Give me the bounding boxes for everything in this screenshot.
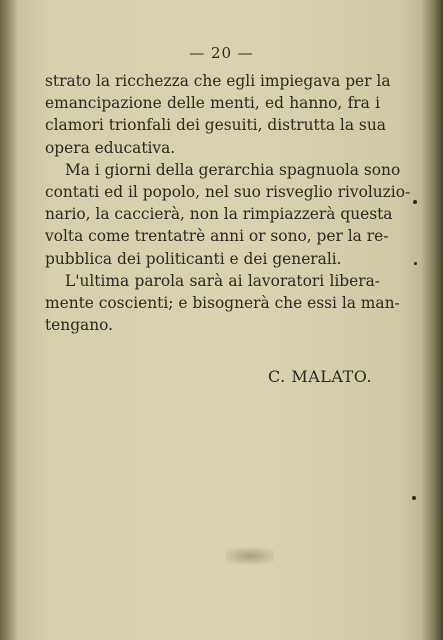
text-line: pubblica dei politicanti e dei generali.: [45, 249, 342, 268]
text-line: clamori trionfali dei gesuiti, distrutta la sua: [45, 116, 386, 135]
paper-speck: [413, 200, 417, 204]
ink-smudge: [226, 548, 274, 564]
text-line: contati ed il popolo, nel suo risveglio rivoluzio-: [45, 183, 411, 202]
page-edge: [421, 0, 443, 640]
text-line: mente coscienti; e bisognerà che essi la man-: [45, 294, 400, 313]
paragraph-start-line: Ma i giorni della gerarchia spagnuola sono: [65, 160, 401, 179]
paper-speck: [412, 496, 416, 500]
text-line: volta come trentatrè anni or sono, per la re-: [45, 227, 389, 246]
text-line: opera educativa.: [45, 138, 176, 157]
binding-shadow: [0, 0, 18, 640]
author-signature: C. MALATO.: [268, 367, 373, 386]
text-line: nario, la caccierà, non la rimpiazzerà questa: [45, 205, 393, 224]
page-number: — 20 —: [189, 44, 254, 62]
text-line: strato la ricchezza che egli impiegava per la: [45, 72, 391, 90]
body-text: [45, 70, 411, 336]
text-line: tengano.: [45, 316, 114, 335]
paper-speck: [414, 262, 417, 265]
paragraph-start-line: L'ultima parola sarà ai lavoratori libera-: [65, 271, 380, 290]
text-line: emancipazione delle menti, ed hanno, fra i: [45, 94, 380, 113]
